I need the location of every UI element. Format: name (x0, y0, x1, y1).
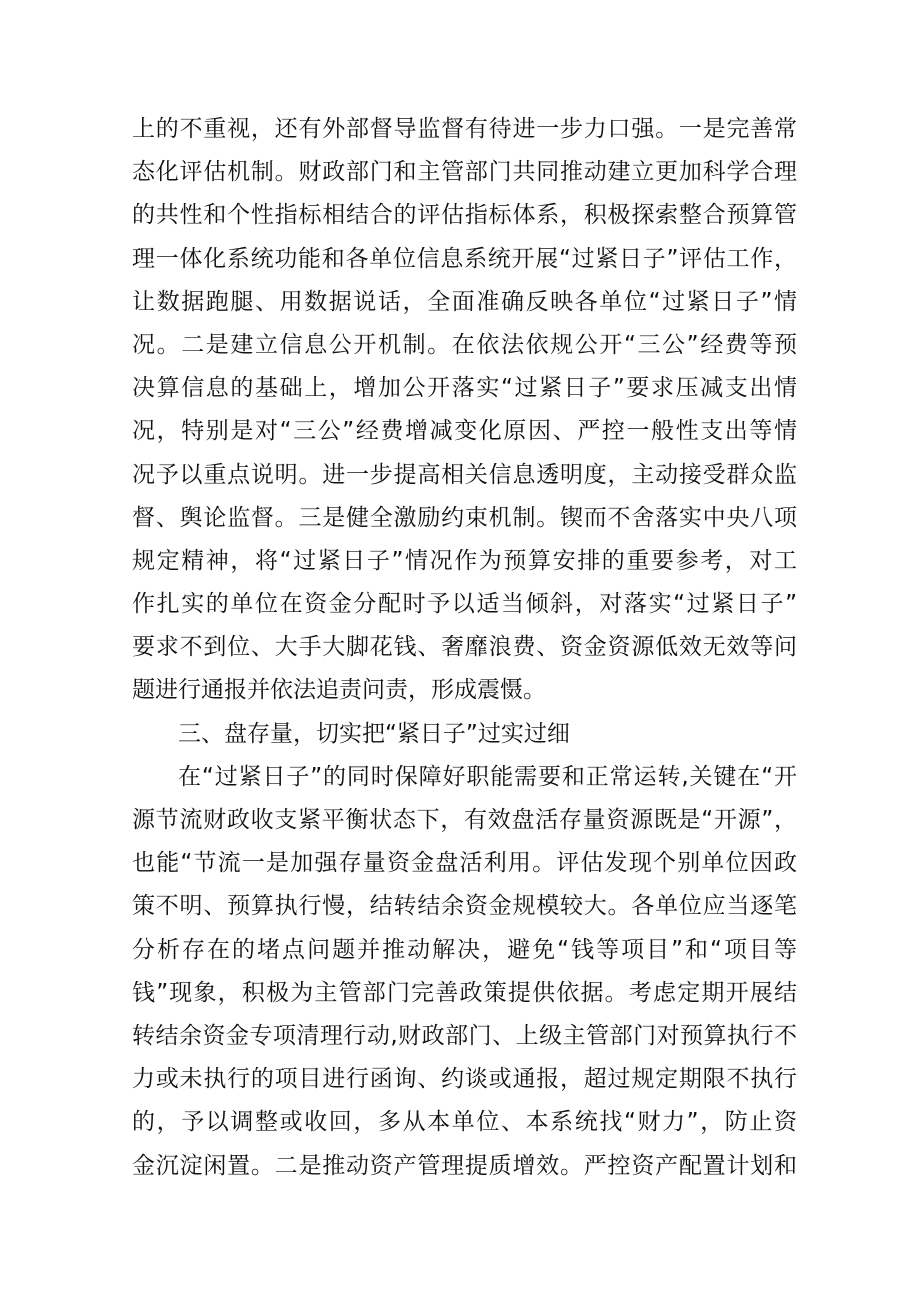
text-line: 源节流财政收支紧平衡状态下，有效盘活存量资源既是“开源”， (132, 807, 797, 833)
text-line: 钱”现象，积极为主管部门完善政策提供依据。考虑定期开展结 (132, 979, 797, 1006)
text-line: 决算信息的基础上，增加公开落实“过紧日子”要求压减支出情 (132, 375, 797, 402)
section-heading: 三、盘存量，切实把“紧日子”过实过细 (178, 720, 570, 747)
text-line: 况。二是建立信息公开机制。在依法依规公开“三公”经费等预 (132, 331, 797, 358)
text-line: 理一体化系统功能和各单位信息系统开展“过紧日子”评估工作， (132, 245, 797, 272)
text-line: 的共性和个性指标相结合的评估指标体系，积极探索整合预算管 (132, 202, 797, 229)
text-line: 况，特别是对“三公”经费增减变化原因、严控一般性支出等情 (132, 418, 797, 445)
text-line: 在“过紧日子”的同时保障好职能需要和正常运转,关键在“开 (178, 763, 797, 790)
text-line: 金沉淀闲置。二是推动资产管理提质增效。严控资产配置计划和 (132, 1152, 797, 1179)
text-line: 况予以重点说明。进一步提高相关信息透明度，主动接受群众监 (132, 461, 797, 488)
body-text (132, 108, 797, 1188)
text-line: 作扎实的单位在资金分配时予以适当倾斜，对落实“过紧日子” (132, 591, 797, 618)
text-line: 态化评估机制。财政部门和主管部门共同推动建立更加科学合理 (132, 159, 797, 186)
text-line: 让数据跑腿、用数据说话，全面准确反映各单位“过紧日子”情 (132, 288, 797, 315)
text-line: 规定精神，将“过紧日子”情况作为预算安排的重要参考，对工 (132, 547, 797, 574)
text-line: 分析存在的堵点问题并推动解决，避免“钱等项目”和“项目等 (132, 936, 797, 963)
text-line: 的，予以调整或收回，多从本单位、本系统找“财力”，防止资 (132, 1109, 797, 1136)
text-line: 力或未执行的项目进行函询、约谈或通报，超过规定期限不执行 (132, 1066, 797, 1093)
text-line: 上的不重视，还有外部督导监督有待进一步力口强。一是完善常 (132, 116, 797, 142)
text-line: 转结余资金专项清理行动,财政部门、上级主管部门对预算执行不 (132, 1022, 797, 1049)
text-line: 要求不到位、大手大脚花钱、奢靡浪费、资金资源低效无效等问 (132, 634, 797, 661)
text-line: 题进行通报并依法追责问责，形成震慑。 (132, 677, 546, 704)
text-line: 督、舆论监督。三是健全激励约束机制。锲而不舍落实中央八项 (132, 504, 797, 531)
text-line: 策不明、预算执行慢，结转结余资金规模较大。各单位应当逐笔 (132, 893, 797, 920)
text-line: 也能“节流一是加强存量资金盘活利用。评估发现个别单位因政 (132, 850, 797, 877)
